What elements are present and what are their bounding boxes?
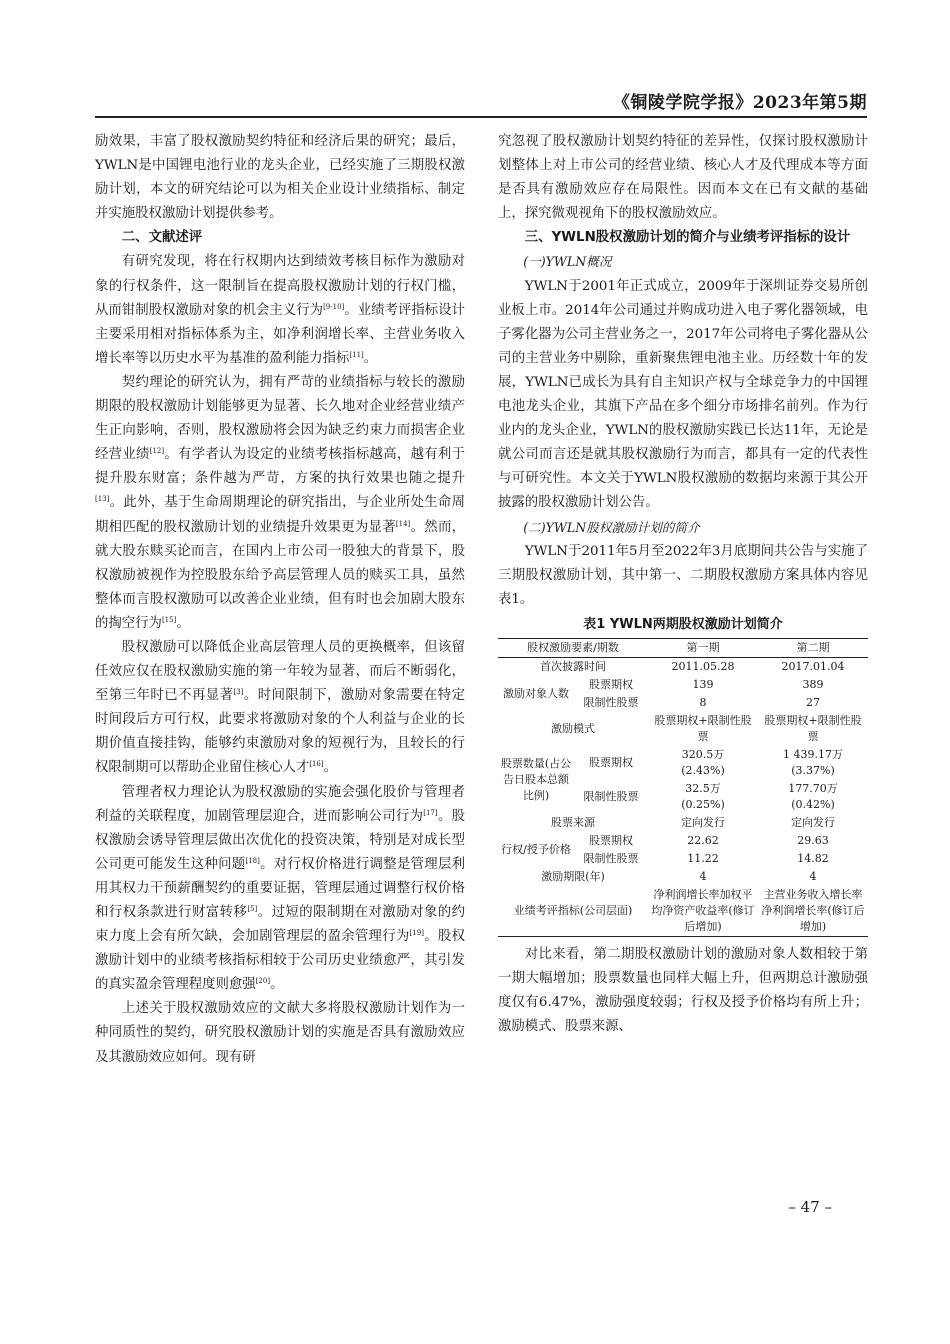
- table-cell: 定向发行: [791, 815, 835, 829]
- table-cell: 320.5万 (2.43%): [681, 747, 725, 777]
- subsection-heading: (二)YWLN股权激励计划的简介: [523, 519, 700, 535]
- paragraph: YWLN于2001年正式成立，2009年于深圳证券交易所创业板上市。2014年公司通过并购成功进入电子雾化器领域，电子雾化器为公司主营业务之一，2017年公司将电子雾化器从公司的主营业务中剔除，重新聚焦锂电池主业。历经数十年的发展，YWLN已成长为具有自主知识产权与全球竞争力的中国锂电池龙头企业，其旗下产品在多个细分市场排名前列。作为行业内的龙头企业，YWLN的股权激励实践已长达11年，无论是就公司而言还是就其股权激励行为而言，都具有一定的代表性与可研究性。本文关于YWLN股权激励的数据均来源于其公开披露的股权激励计划公告。: [498, 278, 868, 511]
- paragraph: 有研究发现，将在行权期内达到绩效考核目标作为激励对象的行权条件，这一限制旨在提高股权激励计划的行权门槛，从而钳制股权激励对象的机会主义行为[9-10]。业绩考评指标设计主要采用相对指标体系为主，如净利润增长率、主营业务收入增长率等以历史水平为基准的盈利能力指标[11]。: [95, 254, 466, 366]
- table-group-cell: 股票数量(占公告日股本总额比例): [500, 756, 572, 802]
- table-cell: 22.62: [687, 833, 719, 847]
- table-cell: 4: [809, 869, 817, 883]
- table-group-cell: 激励对象人数: [503, 686, 569, 700]
- citation: [13]: [95, 495, 110, 504]
- table-cell: 净利润增长率加权平均净资产收益率(修订后增加): [648, 886, 758, 937]
- citation: [14]: [395, 519, 411, 528]
- paragraph: 究忽视了股权激励计划契约特征的差异性，仅探讨股权激励计划整体上对上市公司的经营业绩、核心人才及代理成本等方面是否具有激励效应存在局限性。因而本文在已有文献的基础上，探究微观视角下的股权激励效应。: [498, 134, 868, 222]
- table-row: [498, 886, 868, 937]
- table-cell: 29.63: [797, 833, 829, 847]
- paragraph: YWLN于2011年5月至2022年3月底期间共公告与实施了三期股权激励计划，其中第一、二期股权激励方案具体内容见表1。: [498, 543, 868, 607]
- paragraph: 管理者权力理论认为股权激励的实施会强化股价与管理者利益的关联程度，加剧管理层迎合，进而影响公司行为[17]。股权激励会诱导管理层做出次优化的投资决策，特别是对成长型公司更可能发生这种问题[18]。对行权价格进行调整是管理层利用其权力干预薪酬契约的重要证据，管理层通过调整行权价格和行权条款进行财富转移[5]。过短的限制期在对激励对象的约束力度上会有所欠缺，会加剧管理层的盈余管理行为[19]。股权激励计划中的业绩考核指标相较于公司历史业绩愈严，其引发的真实盈余管理程度则愈强[20]。: [95, 784, 466, 993]
- citation: [5]: [247, 905, 258, 913]
- table-cell: 1 439.17万 (3.37%): [783, 747, 843, 777]
- table-cell: 14.82: [797, 851, 829, 865]
- table-cell: 11.22: [687, 851, 719, 865]
- table-cell: 139: [692, 677, 714, 691]
- subsection-heading: (一)YWLN概况: [523, 254, 612, 270]
- journal-title: 《铜陵学院学报》2023年第5期: [612, 93, 867, 113]
- table-cell: 8: [699, 695, 707, 709]
- citation: [12]: [149, 447, 165, 456]
- table-cell: 主营业务收入增长率净利润增长率(修订后增加): [758, 886, 868, 937]
- table-cell: 业绩考评指标(公司层面): [498, 886, 648, 937]
- paragraph: 对比来看，第二期股权激励计划的激励对象人数相较于第一期大幅增加；股票数量也同样大幅上升，但两期总计激励强度仅有6.47%，激励强度较弱；行权及授予价格均有所上升；激励模式、股票来源、: [498, 946, 868, 1035]
- table-cell: 限制性股票: [583, 851, 639, 865]
- table-row: [498, 814, 868, 832]
- table-cell: 股票期权: [589, 833, 633, 847]
- citation: [19]: [409, 929, 424, 938]
- table-cell: 限制性股票: [583, 695, 639, 709]
- journal-header: [95, 88, 867, 112]
- citation: [20]: [255, 977, 271, 986]
- section-heading: 三、YWLN股权激励计划的简介与业绩考评指标的设计: [524, 230, 851, 246]
- table-cell: 32.5万 (0.25%): [681, 781, 725, 811]
- table-cell: 激励模式: [551, 721, 595, 735]
- table-row: [498, 832, 868, 850]
- table-row: [498, 676, 868, 694]
- table-caption: 表1 YWLN两期股权激励计划简介: [583, 616, 783, 632]
- section-heading: 二、文献述评: [121, 230, 203, 246]
- citation: [18]: [245, 856, 260, 865]
- table-cell: 股票期权+限制性股票: [654, 713, 752, 743]
- citation: [17]: [423, 808, 438, 817]
- table-cell: 2017.01.04: [781, 659, 845, 673]
- table-row: [498, 712, 868, 746]
- citation: [9-10]: [323, 302, 345, 311]
- incentive-plan-table: [498, 638, 868, 937]
- table-header-row: [498, 638, 868, 657]
- table-cell: 股票期权+限制性股票: [764, 713, 862, 743]
- table-cell: 定向发行: [681, 815, 725, 829]
- paragraph: 励效果，丰富了股权激励契约特征和经济后果的研究；最后，YWLN是中国锂电池行业的龙头企业，已经实施了三期股权激励计划，本文的研究结论可以为相关企业设计业绩指标、制定并实施股权激励计划提供参考。: [95, 134, 465, 222]
- table-cell: 股票期权: [589, 755, 633, 769]
- page-number: – 47 –: [788, 1198, 832, 1216]
- left-column: [95, 130, 465, 1070]
- table-group-cell: 行权/授予价格: [501, 842, 571, 856]
- table-header-cell: 第一期: [648, 638, 758, 657]
- citation: [3]: [233, 688, 244, 697]
- table-row: [498, 868, 868, 886]
- table-cell: 177.70万 (0.42%): [788, 781, 838, 811]
- citation: [11]: [349, 350, 364, 359]
- table-cell: 4: [699, 869, 707, 883]
- table-cell: 股票来源: [551, 815, 595, 829]
- table-cell: 股票期权: [589, 677, 633, 691]
- table-cell: 激励期限(年): [541, 869, 605, 883]
- right-column: [498, 130, 868, 1039]
- paragraph: 股权激励可以降低企业高层管理人员的更换概率，但该留任效应仅在股权激励实施的第一年较为显著，而后不断弱化，至第三年时已不再显著[3]。时间限制下，激励对象需要在特定时间段后方可行权，此要求将激励对象的个人利益与企业的长期价值直接挂钩，能够约束激励对象的短视行为，且较长的行权限制期可以帮助企业留住核心人才[16]。: [95, 639, 466, 776]
- table-cell: 首次披露时间: [540, 659, 606, 673]
- paragraph: 上述关于股权激励效应的文献大多将股权激励计划作为一种同质性的契约，研究股权激励计划的实施是否具有激励效应及其激励效应如何。现有研: [95, 1001, 465, 1065]
- table-row: [498, 657, 868, 676]
- table-cell: 389: [802, 677, 824, 691]
- table-row: [498, 746, 868, 780]
- paragraph: 契约理论的研究认为，拥有严苛的业绩指标与较长的激励期限的股权激励计划能够更为显著、长久地对企业经营业绩产生正向影响，否则，股权激励将会因为缺乏约束力而损害企业经营业绩[12]。有学者认为设定的业绩考核指标越高，越有利于提升股东财富；条件越为严苛，方案的执行效果也随之提升[13]。此外，基于生命周期理论的研究指出，与企业所处生命周期相匹配的股权激励计划的业绩提升效果更为显著[14]。然而，就大股东赎买论而言，在国内上市公司一股独大的背景下，股权激励被视作为控股股东给予高层管理人员的赎买工具，虽然整体而言股权激励可以改善企业业绩，但有时也会加剧大股东的掏空行为[15]。: [95, 374, 466, 631]
- header-rule: [95, 116, 867, 118]
- citation: [16]: [309, 760, 324, 769]
- citation: [15]: [161, 615, 177, 624]
- table-header-cell: 股权激励要素/期数: [498, 638, 648, 657]
- table-cell: 27: [806, 695, 820, 709]
- table-cell: 2011.05.28: [671, 659, 735, 673]
- table-header-cell: 第二期: [758, 638, 868, 657]
- table-cell: 限制性股票: [583, 789, 639, 803]
